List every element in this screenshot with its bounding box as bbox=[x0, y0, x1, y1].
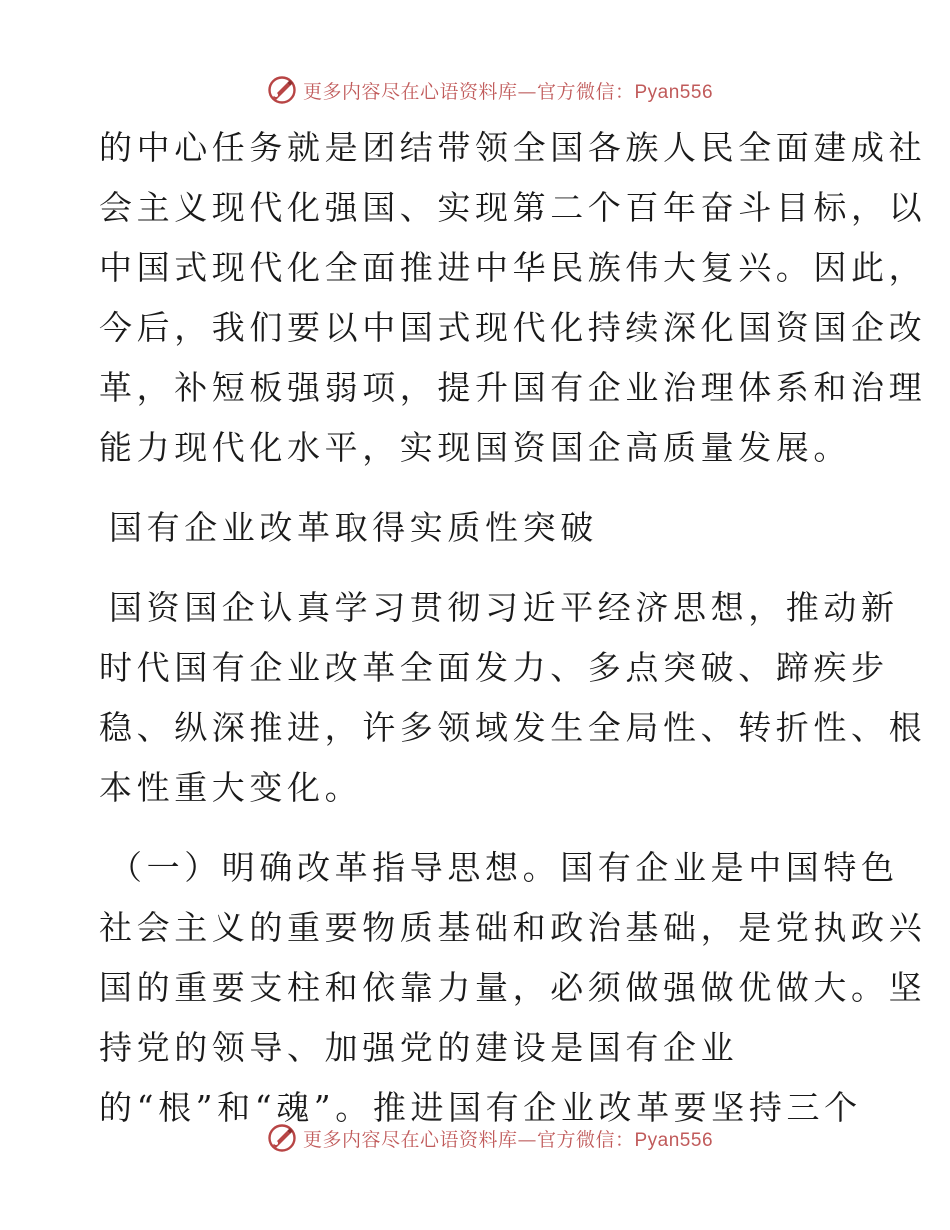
text-line: 稳、纵深推进，许多领域发生全局性、转折性、根 bbox=[99, 708, 927, 747]
paragraph-reform bbox=[99, 578, 927, 818]
text-line: 持党的领导、加强党的建设是国有企业 bbox=[99, 1028, 739, 1067]
banner-wechat-label: 官方微信： bbox=[536, 80, 635, 103]
text-line: （一）明确改革指导思想。国有企业是中国特色 bbox=[109, 848, 899, 887]
paragraph-intro bbox=[99, 118, 927, 478]
text-line: 能力现代化水平，实现国资国企高质量发展。 bbox=[99, 428, 851, 467]
text-line: 国资国企认真学习贯彻习近平经济思想，推动新 bbox=[109, 588, 899, 627]
pen-logo-icon bbox=[267, 1123, 297, 1153]
heading-text: 国有企业改革取得实质性突破 bbox=[109, 508, 598, 547]
document-body bbox=[99, 118, 927, 1158]
text-line: 社会主义的重要物质基础和政治基础，是党执政兴 bbox=[99, 908, 927, 947]
footer-banner bbox=[0, 1118, 950, 1158]
header-banner bbox=[0, 70, 950, 110]
text-line: 革，补短板强弱项，提升国有企业治理体系和治理 bbox=[99, 368, 927, 407]
text-line: 的“根”和“魂”。推进国有企业改革要坚持三个 bbox=[99, 1088, 862, 1127]
section-heading bbox=[99, 498, 859, 558]
banner-separator: — bbox=[517, 80, 537, 103]
banner-library-text: 更多内容尽在心语资料库 bbox=[302, 80, 518, 103]
banner-inner bbox=[267, 75, 713, 105]
banner-wechat-label: 官方微信： bbox=[536, 1128, 635, 1151]
banner-text bbox=[303, 1125, 713, 1152]
text-line: 国的重要支柱和依靠力量，必须做强做优做大。坚 bbox=[99, 968, 927, 1007]
banner-wechat-id: Pyan556 bbox=[634, 81, 714, 103]
text-line: 时代国有企业改革全面发力、多点突破、蹄疾步 bbox=[99, 648, 889, 687]
banner-inner bbox=[267, 1123, 713, 1153]
pen-logo-icon bbox=[267, 75, 297, 105]
paragraph-guiding-thought bbox=[99, 838, 927, 1138]
text-line: 会主义现代化强国、实现第二个百年奋斗目标，以 bbox=[99, 188, 927, 227]
text-line: 的中心任务就是团结带领全国各族人民全面建成社 bbox=[99, 128, 927, 167]
banner-library-text: 更多内容尽在心语资料库 bbox=[302, 1128, 518, 1151]
text-line: 中国式现代化全面推进中华民族伟大复兴。因此， bbox=[99, 248, 927, 287]
banner-text bbox=[303, 77, 713, 104]
text-line: 今后，我们要以中国式现代化持续深化国资国企改 bbox=[99, 308, 927, 347]
text-line: 本性重大变化。 bbox=[99, 768, 363, 807]
banner-separator: — bbox=[517, 1128, 537, 1151]
banner-wechat-id: Pyan556 bbox=[634, 1129, 714, 1151]
